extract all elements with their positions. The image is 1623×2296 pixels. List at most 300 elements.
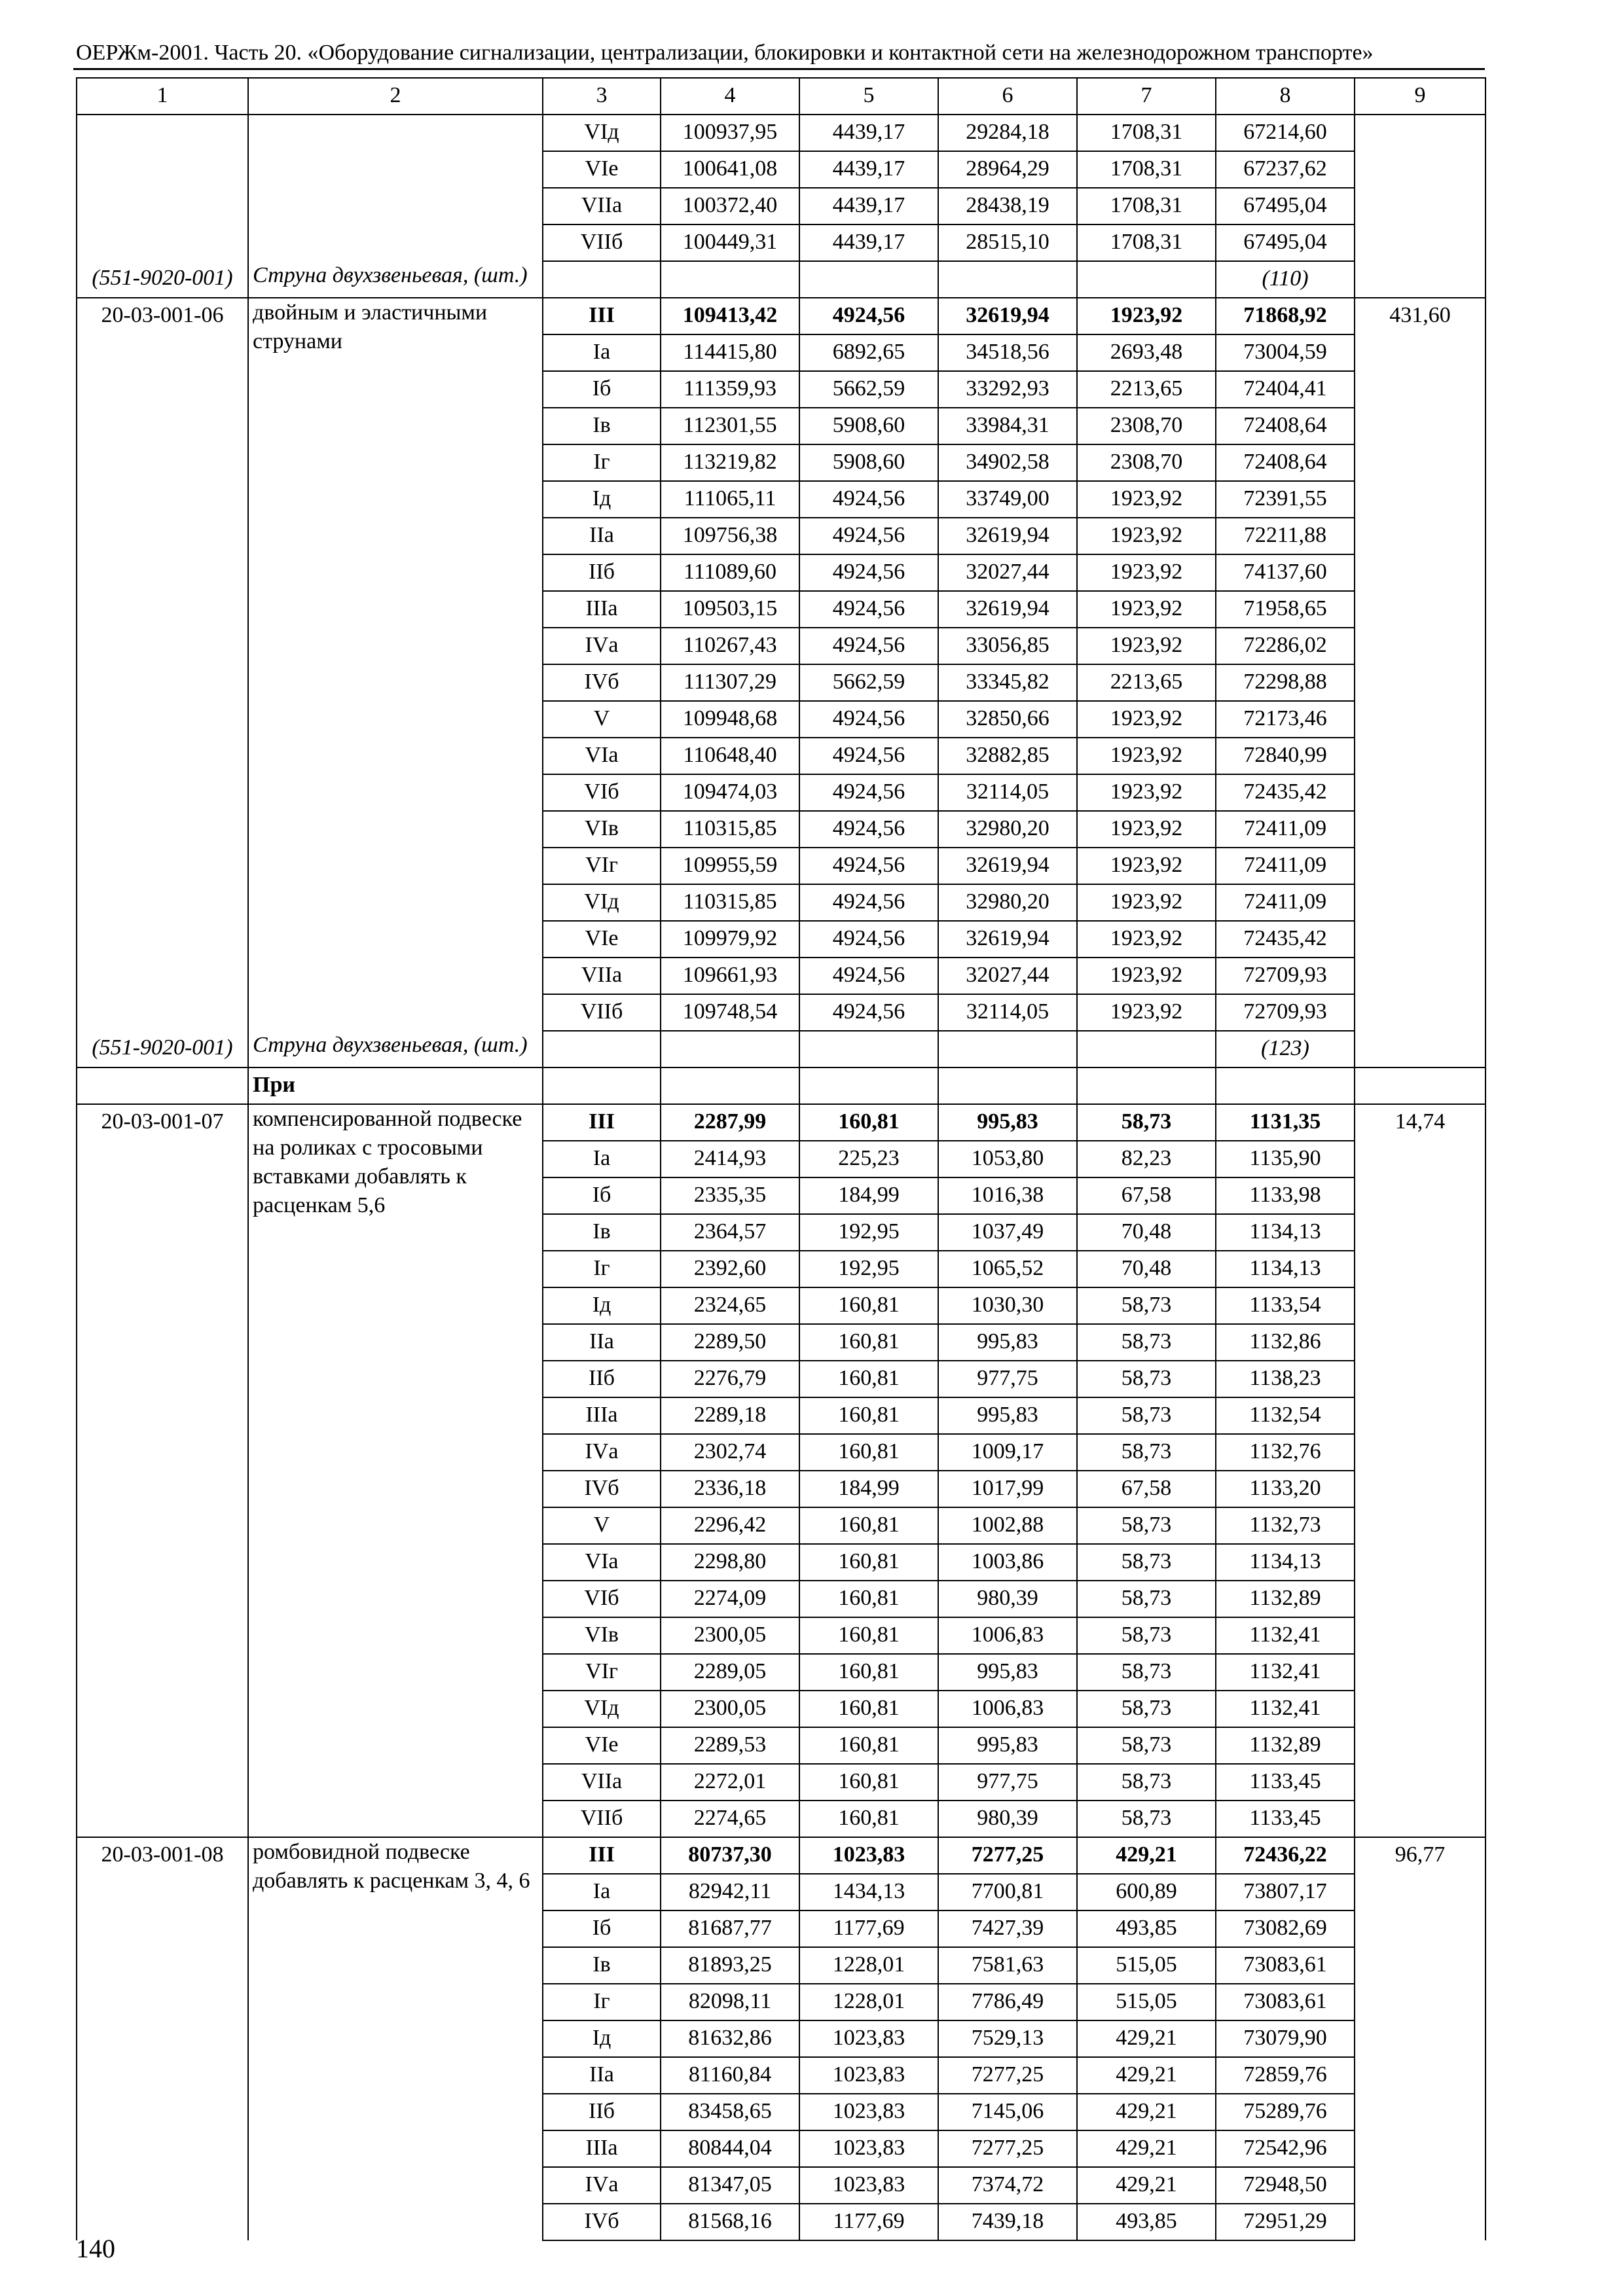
value-cell: 1023,83 bbox=[799, 2020, 938, 2057]
value-cell: 82098,11 bbox=[661, 1984, 799, 2020]
value-cell: 81568,16 bbox=[661, 2204, 799, 2240]
column-number: 9 bbox=[1355, 78, 1486, 115]
zone-cell: Iа bbox=[543, 1874, 661, 1910]
value-cell: 2324,65 bbox=[661, 1287, 799, 1324]
value-cell: 67495,04 bbox=[1216, 224, 1355, 261]
value-cell: 4924,56 bbox=[799, 481, 938, 518]
value-cell: 1923,92 bbox=[1077, 701, 1216, 738]
value-cell: 109948,68 bbox=[661, 701, 799, 738]
value-cell: 73083,61 bbox=[1216, 1984, 1355, 2020]
zone-cell: Iд bbox=[543, 481, 661, 518]
value-cell: 72951,29 bbox=[1216, 2204, 1355, 2240]
value-cell: 67,58 bbox=[1077, 1471, 1216, 1507]
value-cell: 1708,31 bbox=[1077, 224, 1216, 261]
value-cell: 1132,86 bbox=[1216, 1324, 1355, 1361]
value-cell: 109474,03 bbox=[661, 774, 799, 811]
value-cell: 1132,41 bbox=[1216, 1654, 1355, 1691]
value-cell: 82942,11 bbox=[661, 1874, 799, 1910]
value-cell: 32980,20 bbox=[938, 811, 1077, 848]
value-cell: 32850,66 bbox=[938, 701, 1077, 738]
zone-cell: III bbox=[543, 1837, 661, 1874]
column-number: 2 bbox=[248, 78, 543, 115]
value-cell: 1923,92 bbox=[1077, 958, 1216, 994]
value-cell: 71868,92 bbox=[1216, 298, 1355, 334]
value-cell: 1228,01 bbox=[799, 1984, 938, 2020]
value-cell: 58,73 bbox=[1077, 1324, 1216, 1361]
table-row bbox=[77, 115, 1486, 151]
value-cell: 160,81 bbox=[799, 1581, 938, 1617]
column-number: 6 bbox=[938, 78, 1077, 115]
value-cell: 29284,18 bbox=[938, 115, 1077, 151]
column-number-row bbox=[77, 78, 1486, 115]
value-cell: 58,73 bbox=[1077, 1764, 1216, 1801]
zone-cell: Iб bbox=[543, 1910, 661, 1947]
value-cell: 32619,94 bbox=[938, 591, 1077, 628]
value-cell: 7439,18 bbox=[938, 2204, 1077, 2240]
value-cell: 73807,17 bbox=[1216, 1874, 1355, 1910]
value-cell: 75289,76 bbox=[1216, 2094, 1355, 2130]
value-cell: 73082,69 bbox=[1216, 1910, 1355, 1947]
value-cell: 1053,80 bbox=[938, 1141, 1077, 1177]
material-code: (551-9020-001) bbox=[77, 261, 248, 298]
zone-cell: Iв bbox=[543, 1947, 661, 1984]
value-cell: 1030,30 bbox=[938, 1287, 1077, 1324]
value-cell: 160,81 bbox=[799, 1727, 938, 1764]
value-cell: 1006,83 bbox=[938, 1691, 1077, 1727]
value-cell: 58,73 bbox=[1077, 1617, 1216, 1654]
value-cell: 58,73 bbox=[1077, 1397, 1216, 1434]
value-cell: 109503,15 bbox=[661, 591, 799, 628]
value-cell: 100449,31 bbox=[661, 224, 799, 261]
value-cell: 995,83 bbox=[938, 1654, 1077, 1691]
rate-description: двойным и эластичными струнами bbox=[248, 298, 543, 1031]
value-cell: 72411,09 bbox=[1216, 884, 1355, 921]
zone-cell: VIб bbox=[543, 1581, 661, 1617]
value-cell: 81160,84 bbox=[661, 2057, 799, 2094]
value-cell: 72435,42 bbox=[1216, 774, 1355, 811]
zone-cell: Iб bbox=[543, 371, 661, 408]
value-cell: 1132,41 bbox=[1216, 1691, 1355, 1727]
column-number: 1 bbox=[77, 78, 248, 115]
rate-description bbox=[248, 115, 543, 261]
value-cell: 995,83 bbox=[938, 1397, 1077, 1434]
value-cell: 160,81 bbox=[799, 1544, 938, 1581]
value-cell: 1134,13 bbox=[1216, 1214, 1355, 1251]
value-cell: 160,81 bbox=[799, 1361, 938, 1397]
value-cell: 192,95 bbox=[799, 1214, 938, 1251]
zone-cell: IIа bbox=[543, 518, 661, 554]
value-cell: 2335,35 bbox=[661, 1177, 799, 1214]
value-cell: 1023,83 bbox=[799, 2167, 938, 2204]
column-number: 3 bbox=[543, 78, 661, 115]
value-cell: 72859,76 bbox=[1216, 2057, 1355, 2094]
value-cell: 58,73 bbox=[1077, 1361, 1216, 1397]
value-cell: 81687,77 bbox=[661, 1910, 799, 1947]
value-cell: 515,05 bbox=[1077, 1947, 1216, 1984]
value-cell: 1133,98 bbox=[1216, 1177, 1355, 1214]
zone-cell: IVа bbox=[543, 1434, 661, 1471]
value-cell: 58,73 bbox=[1077, 1434, 1216, 1471]
zone-cell: VIд bbox=[543, 115, 661, 151]
value-cell: 493,85 bbox=[1077, 2204, 1216, 2240]
value-cell: 72391,55 bbox=[1216, 481, 1355, 518]
value-cell: 4924,56 bbox=[799, 591, 938, 628]
value-cell: 32619,94 bbox=[938, 518, 1077, 554]
value-cell: 2272,01 bbox=[661, 1764, 799, 1801]
value-cell: 1023,83 bbox=[799, 1837, 938, 1874]
zone-cell: VIIб bbox=[543, 1801, 661, 1837]
value-cell: 1923,92 bbox=[1077, 994, 1216, 1031]
value-cell: 1434,13 bbox=[799, 1874, 938, 1910]
zone-cell: Iд bbox=[543, 2020, 661, 2057]
value-cell: 2392,60 bbox=[661, 1251, 799, 1287]
value-cell: 977,75 bbox=[938, 1361, 1077, 1397]
value-cell: 4439,17 bbox=[799, 224, 938, 261]
value-cell: 70,48 bbox=[1077, 1214, 1216, 1251]
value-cell: 83458,65 bbox=[661, 2094, 799, 2130]
zone-cell: IVб bbox=[543, 664, 661, 701]
zone-cell: VIа bbox=[543, 738, 661, 774]
value-cell: 72404,41 bbox=[1216, 371, 1355, 408]
value-cell: 1133,20 bbox=[1216, 1471, 1355, 1507]
rate-code: 20-03-001-07 bbox=[77, 1104, 248, 1837]
value-cell: 995,83 bbox=[938, 1324, 1077, 1361]
value-cell: 1016,38 bbox=[938, 1177, 1077, 1214]
zone-cell: VIе bbox=[543, 1727, 661, 1764]
page-number: 140 bbox=[76, 2234, 115, 2263]
value-cell: 58,73 bbox=[1077, 1507, 1216, 1544]
value-cell: 7374,72 bbox=[938, 2167, 1077, 2204]
value-cell: 7277,25 bbox=[938, 2057, 1077, 2094]
value-cell: 429,21 bbox=[1077, 2130, 1216, 2167]
empty-cell bbox=[543, 1067, 661, 1104]
value-cell: 72436,22 bbox=[1216, 1837, 1355, 1874]
value-cell: 34518,56 bbox=[938, 334, 1077, 371]
value-cell: 515,05 bbox=[1077, 1984, 1216, 2020]
value-cell: 67214,60 bbox=[1216, 115, 1355, 151]
value-cell: 33345,82 bbox=[938, 664, 1077, 701]
value-cell: 34902,58 bbox=[938, 444, 1077, 481]
value-cell: 2289,50 bbox=[661, 1324, 799, 1361]
value-cell: 1923,92 bbox=[1077, 811, 1216, 848]
value-cell: 32619,94 bbox=[938, 298, 1077, 334]
column-number: 8 bbox=[1216, 78, 1355, 115]
value-cell: 1132,89 bbox=[1216, 1727, 1355, 1764]
value-cell: 1023,83 bbox=[799, 2130, 938, 2167]
value-cell: 4924,56 bbox=[799, 701, 938, 738]
column-number: 4 bbox=[661, 78, 799, 115]
value-cell: 1003,86 bbox=[938, 1544, 1077, 1581]
value-cell: 58,73 bbox=[1077, 1581, 1216, 1617]
empty-cell bbox=[1077, 1031, 1216, 1067]
empty-cell bbox=[661, 1067, 799, 1104]
value-cell: 980,39 bbox=[938, 1581, 1077, 1617]
value-cell: 28438,19 bbox=[938, 188, 1077, 224]
value-cell: 5908,60 bbox=[799, 444, 938, 481]
empty-cell bbox=[799, 1067, 938, 1104]
value-cell: 2274,09 bbox=[661, 1581, 799, 1617]
value-cell: 7700,81 bbox=[938, 1874, 1077, 1910]
value-cell: 1708,31 bbox=[1077, 115, 1216, 151]
value-cell: 429,21 bbox=[1077, 2094, 1216, 2130]
rate-description: компенсированной подвеске на роликах с тросовыми вставками добавлять к расценкам 5,6 bbox=[248, 1104, 543, 1837]
value-cell: 1132,89 bbox=[1216, 1581, 1355, 1617]
rates-table-body bbox=[77, 78, 1486, 2240]
value-cell: 1177,69 bbox=[799, 1910, 938, 1947]
value-cell: 58,73 bbox=[1077, 1727, 1216, 1764]
value-cell: 160,81 bbox=[799, 1654, 938, 1691]
value-cell: 184,99 bbox=[799, 1177, 938, 1214]
value-cell: 32619,94 bbox=[938, 848, 1077, 884]
value-cell: 33056,85 bbox=[938, 628, 1077, 664]
value-cell: 32027,44 bbox=[938, 554, 1077, 591]
value-cell: 32619,94 bbox=[938, 921, 1077, 958]
value-cell: 4924,56 bbox=[799, 628, 938, 664]
zone-cell: VIд bbox=[543, 1691, 661, 1727]
value-cell: 160,81 bbox=[799, 1801, 938, 1837]
value-cell: 160,81 bbox=[799, 1764, 938, 1801]
value-cell: 1923,92 bbox=[1077, 628, 1216, 664]
labor-cell: 14,74 bbox=[1355, 1104, 1486, 1837]
value-cell: 980,39 bbox=[938, 1801, 1077, 1837]
material-code: (551-9020-001) bbox=[77, 1031, 248, 1067]
value-cell: 5662,59 bbox=[799, 664, 938, 701]
value-cell: 1023,83 bbox=[799, 2094, 938, 2130]
empty-cell bbox=[938, 1067, 1077, 1104]
value-cell: 111089,60 bbox=[661, 554, 799, 591]
value-cell: 1923,92 bbox=[1077, 591, 1216, 628]
value-cell: 1134,13 bbox=[1216, 1251, 1355, 1287]
value-cell: 110315,85 bbox=[661, 811, 799, 848]
zone-cell: VIIб bbox=[543, 224, 661, 261]
value-cell: 28515,10 bbox=[938, 224, 1077, 261]
zone-cell: VIд bbox=[543, 884, 661, 921]
value-cell: 72408,64 bbox=[1216, 444, 1355, 481]
value-cell: 32114,05 bbox=[938, 994, 1077, 1031]
value-cell: 100937,95 bbox=[661, 115, 799, 151]
value-cell: 1923,92 bbox=[1077, 518, 1216, 554]
value-cell: 4924,56 bbox=[799, 921, 938, 958]
value-cell: 1923,92 bbox=[1077, 884, 1216, 921]
value-cell: 2414,93 bbox=[661, 1141, 799, 1177]
value-cell: 2302,74 bbox=[661, 1434, 799, 1471]
value-cell: 58,73 bbox=[1077, 1801, 1216, 1837]
zone-cell: VIв bbox=[543, 811, 661, 848]
value-cell: 7529,13 bbox=[938, 2020, 1077, 2057]
value-cell: 110648,40 bbox=[661, 738, 799, 774]
value-cell: 6892,65 bbox=[799, 334, 938, 371]
zone-cell: IVб bbox=[543, 2204, 661, 2240]
value-cell: 995,83 bbox=[938, 1727, 1077, 1764]
value-cell: 160,81 bbox=[799, 1104, 938, 1141]
zone-cell: VIе bbox=[543, 151, 661, 188]
value-cell: 1131,35 bbox=[1216, 1104, 1355, 1141]
value-cell: 1923,92 bbox=[1077, 298, 1216, 334]
value-cell: 114415,80 bbox=[661, 334, 799, 371]
value-cell: 192,95 bbox=[799, 1251, 938, 1287]
value-cell: 82,23 bbox=[1077, 1141, 1216, 1177]
value-cell: 2308,70 bbox=[1077, 444, 1216, 481]
rate-code: 20-03-001-06 bbox=[77, 298, 248, 1031]
zone-cell: IIа bbox=[543, 1324, 661, 1361]
value-cell: 1023,83 bbox=[799, 2057, 938, 2094]
value-cell: 1132,54 bbox=[1216, 1397, 1355, 1434]
value-cell: 2287,99 bbox=[661, 1104, 799, 1141]
material-name: Струна двухзвеньевая, (шт.) bbox=[248, 1031, 543, 1067]
value-cell: 81893,25 bbox=[661, 1947, 799, 1984]
value-cell: 7581,63 bbox=[938, 1947, 1077, 1984]
value-cell: 1177,69 bbox=[799, 2204, 938, 2240]
value-cell: 2289,18 bbox=[661, 1397, 799, 1434]
value-cell: 4924,56 bbox=[799, 554, 938, 591]
value-cell: 429,21 bbox=[1077, 2057, 1216, 2094]
value-cell: 2298,80 bbox=[661, 1544, 799, 1581]
value-cell: 995,83 bbox=[938, 1104, 1077, 1141]
value-cell: 4924,56 bbox=[799, 774, 938, 811]
value-cell: 225,23 bbox=[799, 1141, 938, 1177]
zone-cell: IIб bbox=[543, 1361, 661, 1397]
zone-cell: IIIа bbox=[543, 591, 661, 628]
zone-cell: VIг bbox=[543, 848, 661, 884]
value-cell: 2289,05 bbox=[661, 1654, 799, 1691]
zone-cell: VIб bbox=[543, 774, 661, 811]
value-cell: 72411,09 bbox=[1216, 848, 1355, 884]
value-cell: 7145,06 bbox=[938, 2094, 1077, 2130]
zone-cell: IIIа bbox=[543, 1397, 661, 1434]
value-cell: 1923,92 bbox=[1077, 481, 1216, 518]
column-number: 5 bbox=[799, 78, 938, 115]
zone-cell: Iг bbox=[543, 1251, 661, 1287]
zone-cell: VIIб bbox=[543, 994, 661, 1031]
zone-cell: IIа bbox=[543, 2057, 661, 2094]
value-cell: 1708,31 bbox=[1077, 151, 1216, 188]
intro-row bbox=[77, 1067, 1486, 1104]
table-row bbox=[77, 1104, 1486, 1141]
zone-cell: Iб bbox=[543, 1177, 661, 1214]
value-cell: 110315,85 bbox=[661, 884, 799, 921]
zone-cell: VIг bbox=[543, 1654, 661, 1691]
material-qty: (110) bbox=[1216, 261, 1355, 298]
empty-cell bbox=[543, 261, 661, 298]
value-cell: 58,73 bbox=[1077, 1287, 1216, 1324]
value-cell: 4924,56 bbox=[799, 518, 938, 554]
value-cell: 7277,25 bbox=[938, 2130, 1077, 2167]
value-cell: 429,21 bbox=[1077, 1837, 1216, 1874]
zone-cell: Iг bbox=[543, 444, 661, 481]
value-cell: 33749,00 bbox=[938, 481, 1077, 518]
value-cell: 112301,55 bbox=[661, 408, 799, 444]
value-cell: 493,85 bbox=[1077, 1910, 1216, 1947]
value-cell: 72948,50 bbox=[1216, 2167, 1355, 2204]
value-cell: 1133,45 bbox=[1216, 1764, 1355, 1801]
value-cell: 4924,56 bbox=[799, 298, 938, 334]
value-cell: 7786,49 bbox=[938, 1984, 1077, 2020]
value-cell: 1923,92 bbox=[1077, 554, 1216, 591]
value-cell: 2296,42 bbox=[661, 1507, 799, 1544]
value-cell: 110267,43 bbox=[661, 628, 799, 664]
value-cell: 67495,04 bbox=[1216, 188, 1355, 224]
value-cell: 72542,96 bbox=[1216, 2130, 1355, 2167]
empty-cell bbox=[938, 261, 1077, 298]
value-cell: 73083,61 bbox=[1216, 1947, 1355, 1984]
value-cell: 73004,59 bbox=[1216, 334, 1355, 371]
value-cell: 1009,17 bbox=[938, 1434, 1077, 1471]
zone-cell: Iа bbox=[543, 1141, 661, 1177]
empty-cell bbox=[661, 261, 799, 298]
empty-cell bbox=[77, 1067, 248, 1104]
value-cell: 72173,46 bbox=[1216, 701, 1355, 738]
value-cell: 1923,92 bbox=[1077, 921, 1216, 958]
table-row bbox=[77, 1837, 1486, 1874]
rate-code bbox=[77, 115, 248, 261]
value-cell: 160,81 bbox=[799, 1434, 938, 1471]
value-cell: 1017,99 bbox=[938, 1471, 1077, 1507]
value-cell: 1133,54 bbox=[1216, 1287, 1355, 1324]
value-cell: 80844,04 bbox=[661, 2130, 799, 2167]
value-cell: 4924,56 bbox=[799, 958, 938, 994]
value-cell: 2213,65 bbox=[1077, 664, 1216, 701]
zone-cell: III bbox=[543, 298, 661, 334]
value-cell: 1132,41 bbox=[1216, 1617, 1355, 1654]
value-cell: 184,99 bbox=[799, 1471, 938, 1507]
value-cell: 2213,65 bbox=[1077, 371, 1216, 408]
empty-cell bbox=[1077, 1067, 1216, 1104]
value-cell: 33292,93 bbox=[938, 371, 1077, 408]
zone-cell: VIIа bbox=[543, 958, 661, 994]
value-cell: 1923,92 bbox=[1077, 774, 1216, 811]
empty-cell bbox=[1077, 261, 1216, 298]
value-cell: 80737,30 bbox=[661, 1837, 799, 1874]
value-cell: 1065,52 bbox=[938, 1251, 1077, 1287]
value-cell: 81347,05 bbox=[661, 2167, 799, 2204]
value-cell: 72286,02 bbox=[1216, 628, 1355, 664]
value-cell: 72435,42 bbox=[1216, 921, 1355, 958]
value-cell: 100641,08 bbox=[661, 151, 799, 188]
zone-cell: VIIа bbox=[543, 1764, 661, 1801]
value-cell: 32114,05 bbox=[938, 774, 1077, 811]
value-cell: 73079,90 bbox=[1216, 2020, 1355, 2057]
value-cell: 72709,93 bbox=[1216, 994, 1355, 1031]
value-cell: 977,75 bbox=[938, 1764, 1077, 1801]
value-cell: 109979,92 bbox=[661, 921, 799, 958]
zone-cell: VIе bbox=[543, 921, 661, 958]
value-cell: 160,81 bbox=[799, 1324, 938, 1361]
value-cell: 67237,62 bbox=[1216, 151, 1355, 188]
value-cell: 70,48 bbox=[1077, 1251, 1216, 1287]
value-cell: 109955,59 bbox=[661, 848, 799, 884]
zone-cell: Iг bbox=[543, 1984, 661, 2020]
rates-table bbox=[76, 77, 1486, 2241]
value-cell: 4924,56 bbox=[799, 884, 938, 921]
zone-cell: V bbox=[543, 701, 661, 738]
value-cell: 1002,88 bbox=[938, 1507, 1077, 1544]
value-cell: 1132,76 bbox=[1216, 1434, 1355, 1471]
material-name: Струна двухзвеньевая, (шт.) bbox=[248, 261, 543, 298]
empty-cell bbox=[938, 1031, 1077, 1067]
value-cell: 429,21 bbox=[1077, 2020, 1216, 2057]
empty-cell bbox=[799, 1031, 938, 1067]
value-cell: 7427,39 bbox=[938, 1910, 1077, 1947]
intro-text: При bbox=[248, 1067, 543, 1104]
value-cell: 111307,29 bbox=[661, 664, 799, 701]
value-cell: 4924,56 bbox=[799, 848, 938, 884]
value-cell: 4924,56 bbox=[799, 994, 938, 1031]
value-cell: 4439,17 bbox=[799, 151, 938, 188]
labor-cell bbox=[1355, 115, 1486, 298]
value-cell: 111359,93 bbox=[661, 371, 799, 408]
value-cell: 67,58 bbox=[1077, 1177, 1216, 1214]
value-cell: 81632,86 bbox=[661, 2020, 799, 2057]
